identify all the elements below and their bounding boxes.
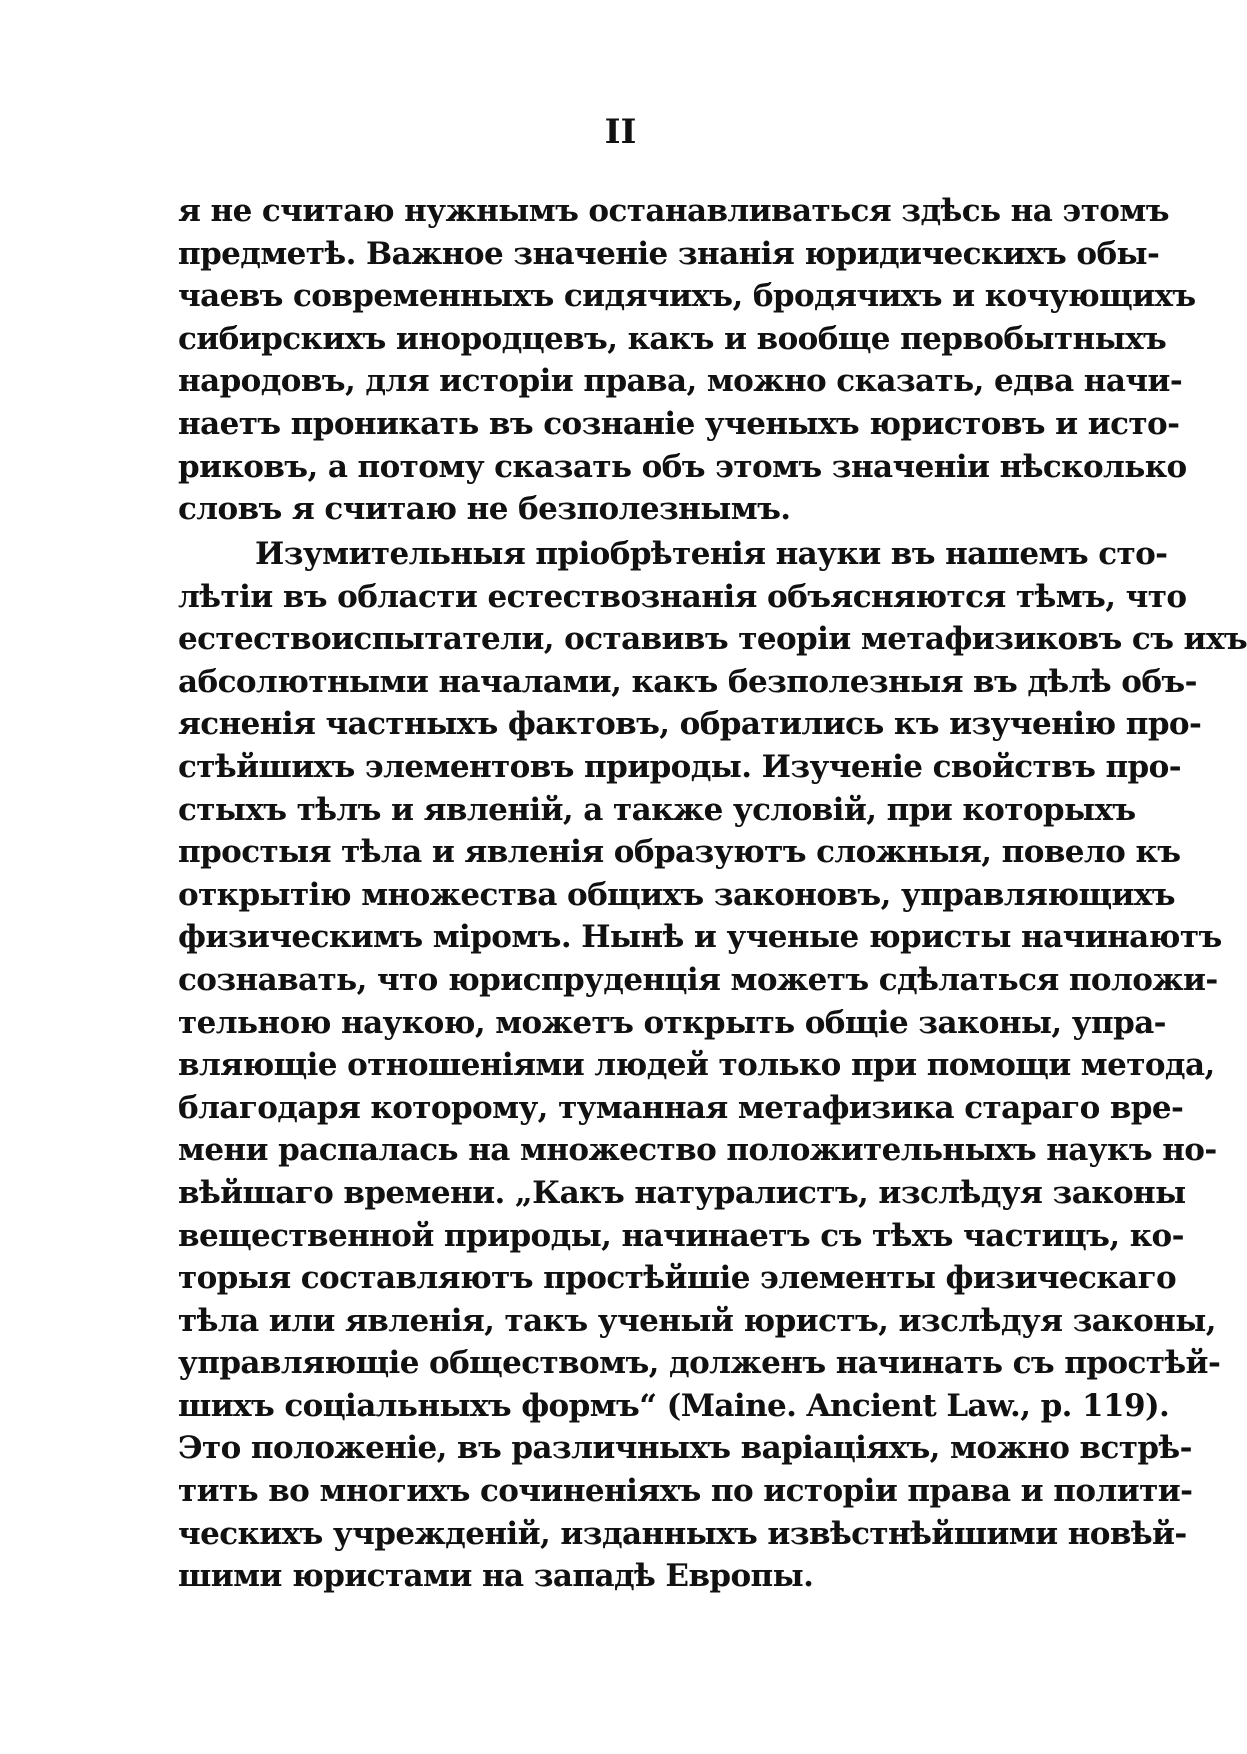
text-line: шихъ соціальныхъ формъ“ (Maine. Ancient Law., p. 119). xyxy=(178,1387,1170,1424)
text-line: я не считаю нужнымъ останавливаться здѣсь на этомъ xyxy=(178,193,1169,229)
text-line: народовъ, для исторіи права, можно сказать, едва начи- xyxy=(178,363,1183,400)
paragraph-1 xyxy=(178,190,1196,531)
text-line: естествоиспытатели, оставивъ теоріи метафизиковъ съ ихъ xyxy=(178,621,1247,658)
text-line: абсолютными началами, какъ безполезныя въ дѣлѣ объ- xyxy=(178,663,1197,700)
text-line: ясненія частныхъ фактовъ, обратились къ изученію про- xyxy=(178,706,1202,743)
text-line: стѣйшихъ элементовъ природы. Изученіе свойствъ про- xyxy=(178,748,1181,785)
text-line: мени распалась на множество положительныхъ наукъ но- xyxy=(178,1132,1217,1169)
text-line: лѣтіи въ области естествознанія объясняются тѣмъ, что xyxy=(178,578,1187,615)
text-line: Изумительныя пріобрѣтенія науки въ нашемъ сто- xyxy=(255,536,1168,572)
text-line: вѣйшаго времени. „Какъ натуралистъ, изслѣдуя законы xyxy=(178,1174,1186,1211)
text-line: ческихъ учрежденій, изданныхъ извѣстнѣйшими новѣй- xyxy=(178,1515,1187,1552)
text-line: сибирскихъ инородцевъ, какъ и вообще первобытныхъ xyxy=(178,320,1167,357)
text-line: простыя тѣла и явленія образуютъ сложныя, повело къ xyxy=(178,834,1181,871)
text-line: тельною наукою, можетъ открыть общіе законы, упра- xyxy=(178,1004,1166,1041)
paragraph-2 xyxy=(178,533,1247,1598)
text-line: вляющіе отношеніями людей только при помощи метода, xyxy=(178,1047,1215,1084)
text-line: тить во многихъ сочиненіяхъ по исторіи права и полити- xyxy=(178,1473,1193,1510)
text-line: торыя составляютъ простѣйшіе элементы физическаго xyxy=(178,1260,1177,1297)
page-number: II xyxy=(604,112,637,152)
text-line: риковъ, а потому сказать объ этомъ значеніи нѣсколько xyxy=(178,448,1187,485)
text-line: управляющіе обществомъ, долженъ начинать съ простѣй- xyxy=(178,1345,1221,1382)
text-line: шими юристами на западѣ Европы. xyxy=(178,1558,814,1595)
text-line: открытію множества общихъ законовъ, управляющихъ xyxy=(178,876,1175,913)
text-line: физическимъ міромъ. Нынѣ и ученые юристы начинаютъ xyxy=(178,919,1222,956)
text-line: наетъ проникать въ сознаніе ученыхъ юристовъ и исто- xyxy=(178,405,1180,442)
text-line: Это положеніе, въ различныхъ варіаціяхъ, можно встрѣ- xyxy=(178,1430,1192,1467)
text-line: предметѣ. Важное значеніе знанія юридическихъ обы- xyxy=(178,235,1160,272)
text-line: сознавать, что юриспруденція можетъ сдѣлаться положи- xyxy=(178,961,1218,998)
text-line: чаевъ современныхъ сидячихъ, бродячихъ и кочующихъ xyxy=(178,278,1196,315)
text-line: благодаря которому, туманная метафизика стараго вре- xyxy=(178,1089,1184,1126)
text-line: тѣла или явленія, такъ ученый юристъ, изслѣдуя законы, xyxy=(178,1302,1216,1339)
text-line: стыхъ тѣлъ и явленій, а также условій, при которыхъ xyxy=(178,791,1136,828)
text-line: вещественной природы, начинаетъ съ тѣхъ частицъ, ко- xyxy=(178,1217,1184,1254)
text-line: словъ я считаю не безполезнымъ. xyxy=(178,491,791,528)
